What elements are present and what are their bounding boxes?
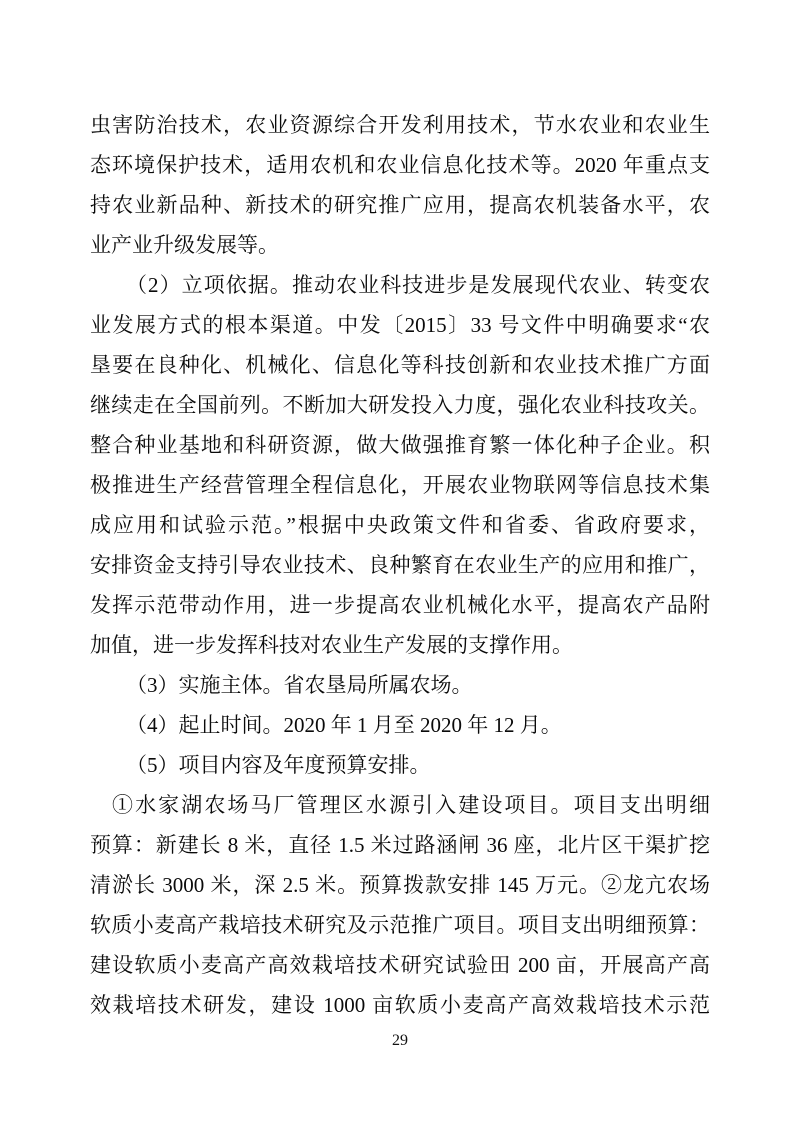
text-line: （4）起止时间。2020 年 1 月至 2020 年 12 月。 [126, 713, 562, 737]
text-line: 加值，进一步发挥科技对农业生产发展的支撑作用。 [90, 633, 573, 657]
text-line: 垦要在良种化、机械化、信息化等科技创新和农业技术推广方面 [90, 353, 710, 377]
page-number: 29 [392, 1032, 408, 1049]
body-text [90, 105, 710, 1025]
text-line: 效栽培技术研发，建设 1000 亩软质小麦高产高效栽培技术示范 [90, 993, 710, 1017]
text-line: 虫害防治技术，农业资源综合开发利用技术，节水农业和农业生 [90, 113, 710, 137]
text-line: 持农业新品种、新技术的研究推广应用，提高农机装备水平，农 [90, 193, 710, 217]
text-line: 成应用和试验示范。”根据中央政策文件和省委、省政府要求， [90, 513, 710, 537]
text-line: 极推进生产经营管理全程信息化，开展农业物联网等信息技术集 [90, 473, 710, 497]
text-line: （5）项目内容及年度预算安排。 [126, 753, 431, 777]
text-line: 安排资金支持引导农业技术、良种繁育在农业生产的应用和推广， [90, 553, 710, 577]
text-line: 继续走在全国前列。不断加大研发投入力度，强化农业科技攻关。 [90, 393, 710, 417]
text-line: 清淤长 3000 米，深 2.5 米。预算拨款安排 145 万元。②龙亢农场 [90, 873, 710, 897]
text-line: 软质小麦高产栽培技术研究及示范推广项目。项目支出明细预算： [90, 913, 710, 937]
text-line: 预算：新建长 8 米，直径 1.5 米过路涵闸 36 座，北片区干渠扩挖 [90, 833, 710, 857]
text-line: 整合种业基地和科研资源，做大做强推育繁一体化种子企业。积 [90, 433, 710, 457]
text-line: 业发展方式的根本渠道。中发〔2015〕33 号文件中明确要求“农 [90, 313, 710, 337]
text-line: 建设软质小麦高产高效栽培技术研究试验田 200 亩，开展高产高 [90, 953, 710, 977]
text-line: 业产业升级发展等。 [90, 233, 279, 257]
text-line: 发挥示范带动作用，进一步提高农业机械化水平，提高农产品附 [90, 593, 710, 617]
text-line: ①水家湖农场马厂管理区水源引入建设项目。项目支出明细 [112, 793, 710, 817]
text-line: （3）实施主体。省农垦局所属农场。 [126, 673, 473, 697]
text-line: （2）立项依据。推动农业科技进步是发展现代农业、转变农 [126, 273, 710, 297]
text-line: 态环境保护技术，适用农机和农业信息化技术等。2020 年重点支 [90, 153, 710, 177]
